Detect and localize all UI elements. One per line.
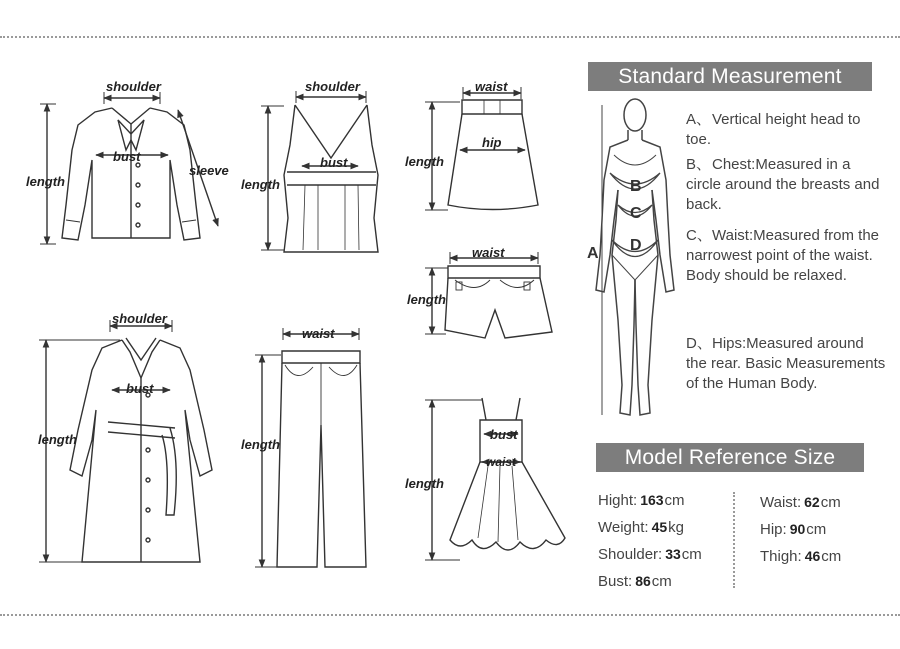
ref-thigh xyxy=(760,548,841,565)
ref-label: Hight: xyxy=(598,492,638,509)
shoulder-label: shoulder xyxy=(305,79,360,94)
body-label-c: C xyxy=(630,205,642,222)
dress-diagram xyxy=(400,390,580,590)
ref-unit: cm xyxy=(681,546,702,563)
ref-bust xyxy=(598,573,672,590)
standard-measurement-banner: Standard Measurement xyxy=(588,62,872,91)
definition-letter: A、 xyxy=(686,111,712,128)
tank-top-diagram xyxy=(240,0,410,270)
waist-label: waist xyxy=(486,455,517,469)
shorts-diagram xyxy=(400,240,570,350)
ref-shoulder xyxy=(598,546,702,563)
length-label: length xyxy=(26,174,65,189)
ref-value: 45 xyxy=(651,519,668,535)
definition-letter: B、 xyxy=(686,156,712,173)
bust-label: bust xyxy=(126,381,154,396)
ref-value: 62 xyxy=(804,494,820,510)
ref-value: 86 xyxy=(635,573,651,589)
ref-unit: cm xyxy=(651,573,672,590)
bust-label: bust xyxy=(320,155,348,170)
ref-label: Hip: xyxy=(760,521,787,538)
definition-text: Vertical height head to toe. xyxy=(686,111,861,148)
bust-label: bust xyxy=(113,149,141,164)
length-label: length xyxy=(405,476,444,491)
definition-text: Hips:Measured around the rear. Basic Measurements of the Human Body. xyxy=(686,335,886,392)
ref-label: Thigh: xyxy=(760,548,802,565)
ref-unit: kg xyxy=(668,519,685,536)
model-reference-banner: Model Reference Size xyxy=(596,443,864,472)
ref-label: Bust: xyxy=(598,573,633,590)
definition-d xyxy=(686,334,886,394)
ref-unit: cm xyxy=(664,492,685,509)
trousers-diagram xyxy=(235,315,395,580)
definition-letter: D、 xyxy=(686,335,712,352)
length-label: length xyxy=(38,432,77,447)
skirt-drawing xyxy=(400,0,560,230)
ref-label: Shoulder: xyxy=(598,546,663,563)
ref-value: 46 xyxy=(804,548,821,564)
definition-letter: C、 xyxy=(686,227,712,244)
ref-value: 90 xyxy=(789,521,806,537)
ref-value: 33 xyxy=(665,546,681,562)
definition-c xyxy=(686,226,886,286)
coat-diagram xyxy=(30,300,230,580)
length-label: length xyxy=(241,177,280,192)
ref-unit: cm xyxy=(821,548,842,565)
definition-text: Chest:Measured in a circle around the breasts and back. xyxy=(686,156,880,213)
shoulder-label: shoulder xyxy=(106,79,161,94)
length-label: length xyxy=(407,292,446,307)
length-label: length xyxy=(241,437,280,452)
ref-height xyxy=(598,492,685,509)
body-label-d: D xyxy=(630,237,642,254)
blouse-diagram xyxy=(0,0,260,260)
ref-unit: cm xyxy=(806,521,827,538)
waist-label: waist xyxy=(475,79,508,94)
ref-waist xyxy=(760,494,841,511)
bust-label: bust xyxy=(490,427,518,442)
length-label: length xyxy=(405,154,444,169)
waist-label: waist xyxy=(472,245,505,260)
skirt-diagram xyxy=(400,0,560,230)
definition-text: Waist:Measured from the narrowest point of the waist. Body should be relaxed. xyxy=(686,227,879,284)
bottom-divider xyxy=(0,614,900,616)
model-size-separator xyxy=(733,492,735,588)
body-label-a: A xyxy=(587,245,599,262)
hip-label: hip xyxy=(482,135,502,150)
ref-label: Weight: xyxy=(598,519,649,536)
body-label-b: B xyxy=(630,178,642,195)
definition-b xyxy=(686,155,886,215)
definition-a xyxy=(686,110,886,150)
ref-weight xyxy=(598,519,684,536)
tank-top-drawing xyxy=(240,0,410,270)
ref-hip xyxy=(760,521,826,538)
sleeve-label: sleeve xyxy=(189,163,229,178)
blouse-drawing xyxy=(0,0,260,260)
ref-unit: cm xyxy=(820,494,841,511)
ref-value: 163 xyxy=(640,492,664,508)
waist-label: waist xyxy=(302,326,335,341)
shoulder-label: shoulder xyxy=(112,311,167,326)
ref-label: Waist: xyxy=(760,494,802,511)
